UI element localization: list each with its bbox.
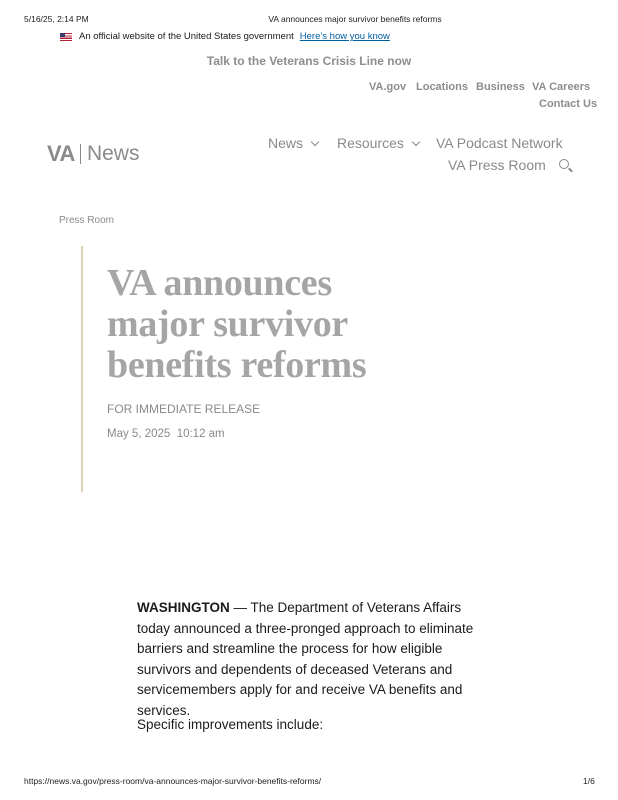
nav-press-room-label: VA Press Room xyxy=(448,157,546,173)
nav-news-label: News xyxy=(268,135,304,151)
gov-banner xyxy=(60,31,390,42)
logo-divider xyxy=(80,144,81,164)
crisis-line-link[interactable]: Talk to the Veterans Crisis Line now xyxy=(206,54,412,68)
nav-news[interactable] xyxy=(268,135,318,151)
utility-link-contact[interactable]: Contact Us xyxy=(539,98,598,110)
utility-link-vagov[interactable]: VA.gov xyxy=(369,81,407,93)
chevron-down-icon xyxy=(311,137,319,145)
breadcrumb-press-room[interactable]: Press Room xyxy=(59,215,115,226)
article-title-line: benefits reforms xyxy=(107,344,367,386)
utility-link-careers[interactable]: VA Careers xyxy=(532,81,591,93)
nav-resources-label: Resources xyxy=(337,135,404,151)
publish-datetime xyxy=(107,428,225,440)
improvements-intro: Specific improvements include: xyxy=(137,717,324,732)
release-label: FOR IMMEDIATE RELEASE xyxy=(107,402,261,416)
logo-va-text: VA xyxy=(47,141,75,166)
dateline: WASHINGTON xyxy=(137,600,230,615)
lead-text: — The Department of Veterans Affairs today announced a three-pronged approach to eliminate barriers and streamline the process for how eligible survivors and dependents of deceased Veterans and servicemembers apply for and receive VA benefits and services. xyxy=(137,600,474,718)
article-title-line: major survivor xyxy=(107,303,349,345)
chevron-down-icon xyxy=(412,137,420,145)
va-news-logo[interactable] xyxy=(47,141,139,167)
article-title-line: VA announces xyxy=(107,262,332,304)
nav-press-room[interactable] xyxy=(448,157,546,173)
publish-date: May 5, 2025 xyxy=(107,428,171,440)
print-url: https://news.va.gov/press-room/va-announces-major-survivor-benefits-reforms/ xyxy=(24,776,322,786)
print-timestamp: 5/16/25, 2:14 PM xyxy=(24,14,89,24)
print-doc-title: VA announces major survivor benefits reforms xyxy=(268,14,442,24)
nav-podcast-network[interactable] xyxy=(436,135,563,151)
article-accent-rule xyxy=(81,246,83,492)
gov-banner-text: An official website of the United States government xyxy=(79,31,294,42)
utility-link-business[interactable]: Business xyxy=(476,81,525,93)
nav-resources[interactable] xyxy=(337,135,419,151)
publish-time: 10:12 am xyxy=(176,428,225,440)
article-title xyxy=(107,263,437,386)
logo-news-text: News xyxy=(86,142,140,165)
nav-podcast-label: VA Podcast Network xyxy=(436,135,563,151)
us-flag-icon xyxy=(60,33,72,41)
print-page-number: 1/6 xyxy=(583,776,595,786)
utility-link-locations[interactable]: Locations xyxy=(416,81,468,93)
how-you-know-link[interactable]: Here’s how you know xyxy=(299,31,390,42)
article-lead-paragraph xyxy=(137,598,477,721)
